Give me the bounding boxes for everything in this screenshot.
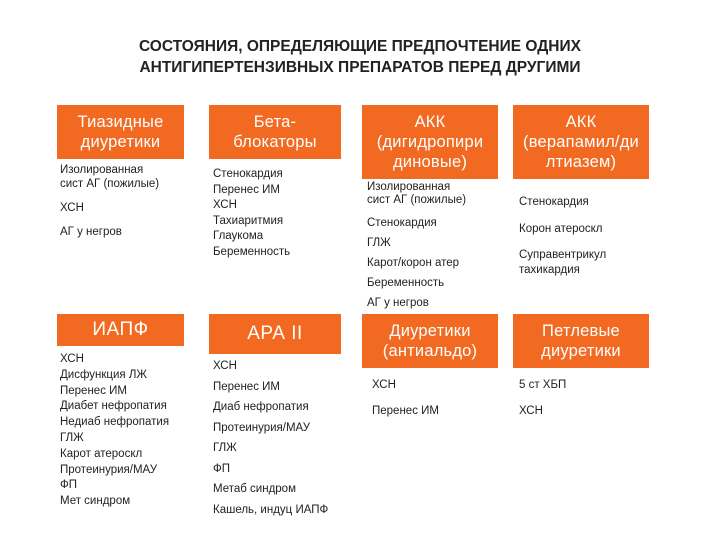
list-item: Корон атероскл: [519, 223, 603, 235]
list-item: ФП: [213, 462, 231, 475]
list-item: Карот/корон атер: [367, 257, 460, 269]
list-item: Мет синдром: [60, 495, 131, 508]
list-item: сист АГ (пожилые): [367, 194, 467, 206]
list-akk-verapamil: [519, 194, 606, 278]
list-item: Диабет нефропатия: [60, 400, 167, 413]
slide-title: [0, 36, 720, 78]
header-line: Бета-: [253, 113, 297, 131]
header-akk-dihydropyridine: [362, 105, 498, 179]
header-line: Тиазидные: [77, 113, 164, 131]
list-item: Стенокардия: [367, 217, 437, 229]
header-thiazide-diuretics: [57, 105, 184, 159]
list-thiazide: [60, 163, 159, 239]
list-item: ХСН: [519, 405, 543, 417]
list-beta-blockers: [213, 167, 290, 260]
list-item: Метаб синдром: [213, 483, 296, 495]
header-line: диновые): [392, 153, 468, 171]
list-item: Дисфункция ЛЖ: [60, 368, 148, 381]
header-loop-diuretics: [513, 314, 649, 368]
list-item: Суправентрикул: [519, 249, 607, 261]
header-iapf: [57, 314, 184, 346]
header-line: лтиазем): [545, 153, 617, 171]
list-iapf: [60, 352, 169, 510]
list-item: ГЛЖ: [367, 237, 391, 249]
list-item: Глаукома: [213, 230, 264, 242]
list-item: ГЛЖ: [213, 442, 237, 454]
header-line: диуретики: [80, 133, 161, 151]
list-item: ХСН: [213, 360, 237, 372]
header-line: блокаторы: [233, 133, 317, 151]
list-loop-diuretics: [519, 376, 566, 420]
header-line: диуретики: [541, 342, 621, 360]
list-item: АГ у негров: [367, 297, 429, 309]
header-line: АКК: [414, 113, 446, 131]
list-item: Перенес ИМ: [60, 384, 127, 397]
header-line: (дигидропири: [376, 133, 484, 151]
list-item: Беременность: [367, 277, 445, 289]
header-ara-ii: [209, 314, 341, 354]
list-item: ХСН: [372, 379, 396, 391]
list-item: Стенокардия: [213, 168, 283, 180]
list-item: Стенокардия: [519, 196, 589, 208]
list-item: ГЛЖ: [60, 431, 84, 444]
header-beta-blockers: [209, 105, 341, 159]
list-item: Диаб нефропатия: [213, 401, 309, 413]
list-item: ФП: [60, 479, 78, 492]
list-item: Перенес ИМ: [213, 380, 280, 393]
list-item: Недиаб нефропатия: [60, 416, 170, 429]
list-item: Беременность: [213, 245, 291, 258]
list-item: ХСН: [213, 199, 237, 211]
list-akk-dihydropyridine: [367, 181, 466, 313]
list-item: сист АГ (пожилые): [60, 178, 160, 190]
list-ara-ii: [213, 356, 328, 520]
header-line: (антиальдо): [382, 342, 478, 360]
list-item: Перенес ИМ: [213, 183, 280, 196]
header-line: ИАПФ: [92, 319, 149, 340]
header-antialdo-diuretics: [362, 314, 498, 368]
list-item: ХСН: [60, 202, 84, 214]
header-line: АРА II: [247, 323, 303, 344]
list-item: Карот атероскл: [60, 447, 143, 460]
header-line: АКК: [565, 113, 597, 131]
list-antialdo-diuretics: [372, 376, 439, 420]
list-item: Протеинурия/МАУ: [60, 463, 158, 476]
title-line-2: АНТИГИПЕРТЕНЗИВНЫХ ПРЕПАРАТОВ ПЕРЕД ДРУГИМИ: [139, 59, 581, 76]
list-item: 5 ст ХБП: [519, 379, 567, 391]
list-item: Протеинурия/МАУ: [213, 421, 311, 434]
list-item: Изолированная: [60, 164, 144, 176]
list-item: Тахиаритмия: [213, 214, 284, 227]
header-line: Петлевые: [542, 322, 620, 340]
header-line: Диуретики: [389, 322, 471, 340]
list-item: Изолированная: [367, 181, 451, 193]
list-item: ХСН: [60, 353, 84, 365]
title-line-1: СОСТОЯНИЯ, ОПРЕДЕЛЯЮЩИЕ ПРЕДПОЧТЕНИЕ ОДНИХ: [139, 38, 581, 55]
header-akk-verapamil: [513, 105, 649, 179]
list-item: тахикардия: [519, 264, 580, 276]
list-item: АГ у негров: [60, 226, 122, 238]
list-item: Кашель, индуц ИАПФ: [213, 503, 329, 516]
list-item: Перенес ИМ: [372, 405, 439, 417]
header-line: (верапамил/ди: [523, 133, 639, 151]
